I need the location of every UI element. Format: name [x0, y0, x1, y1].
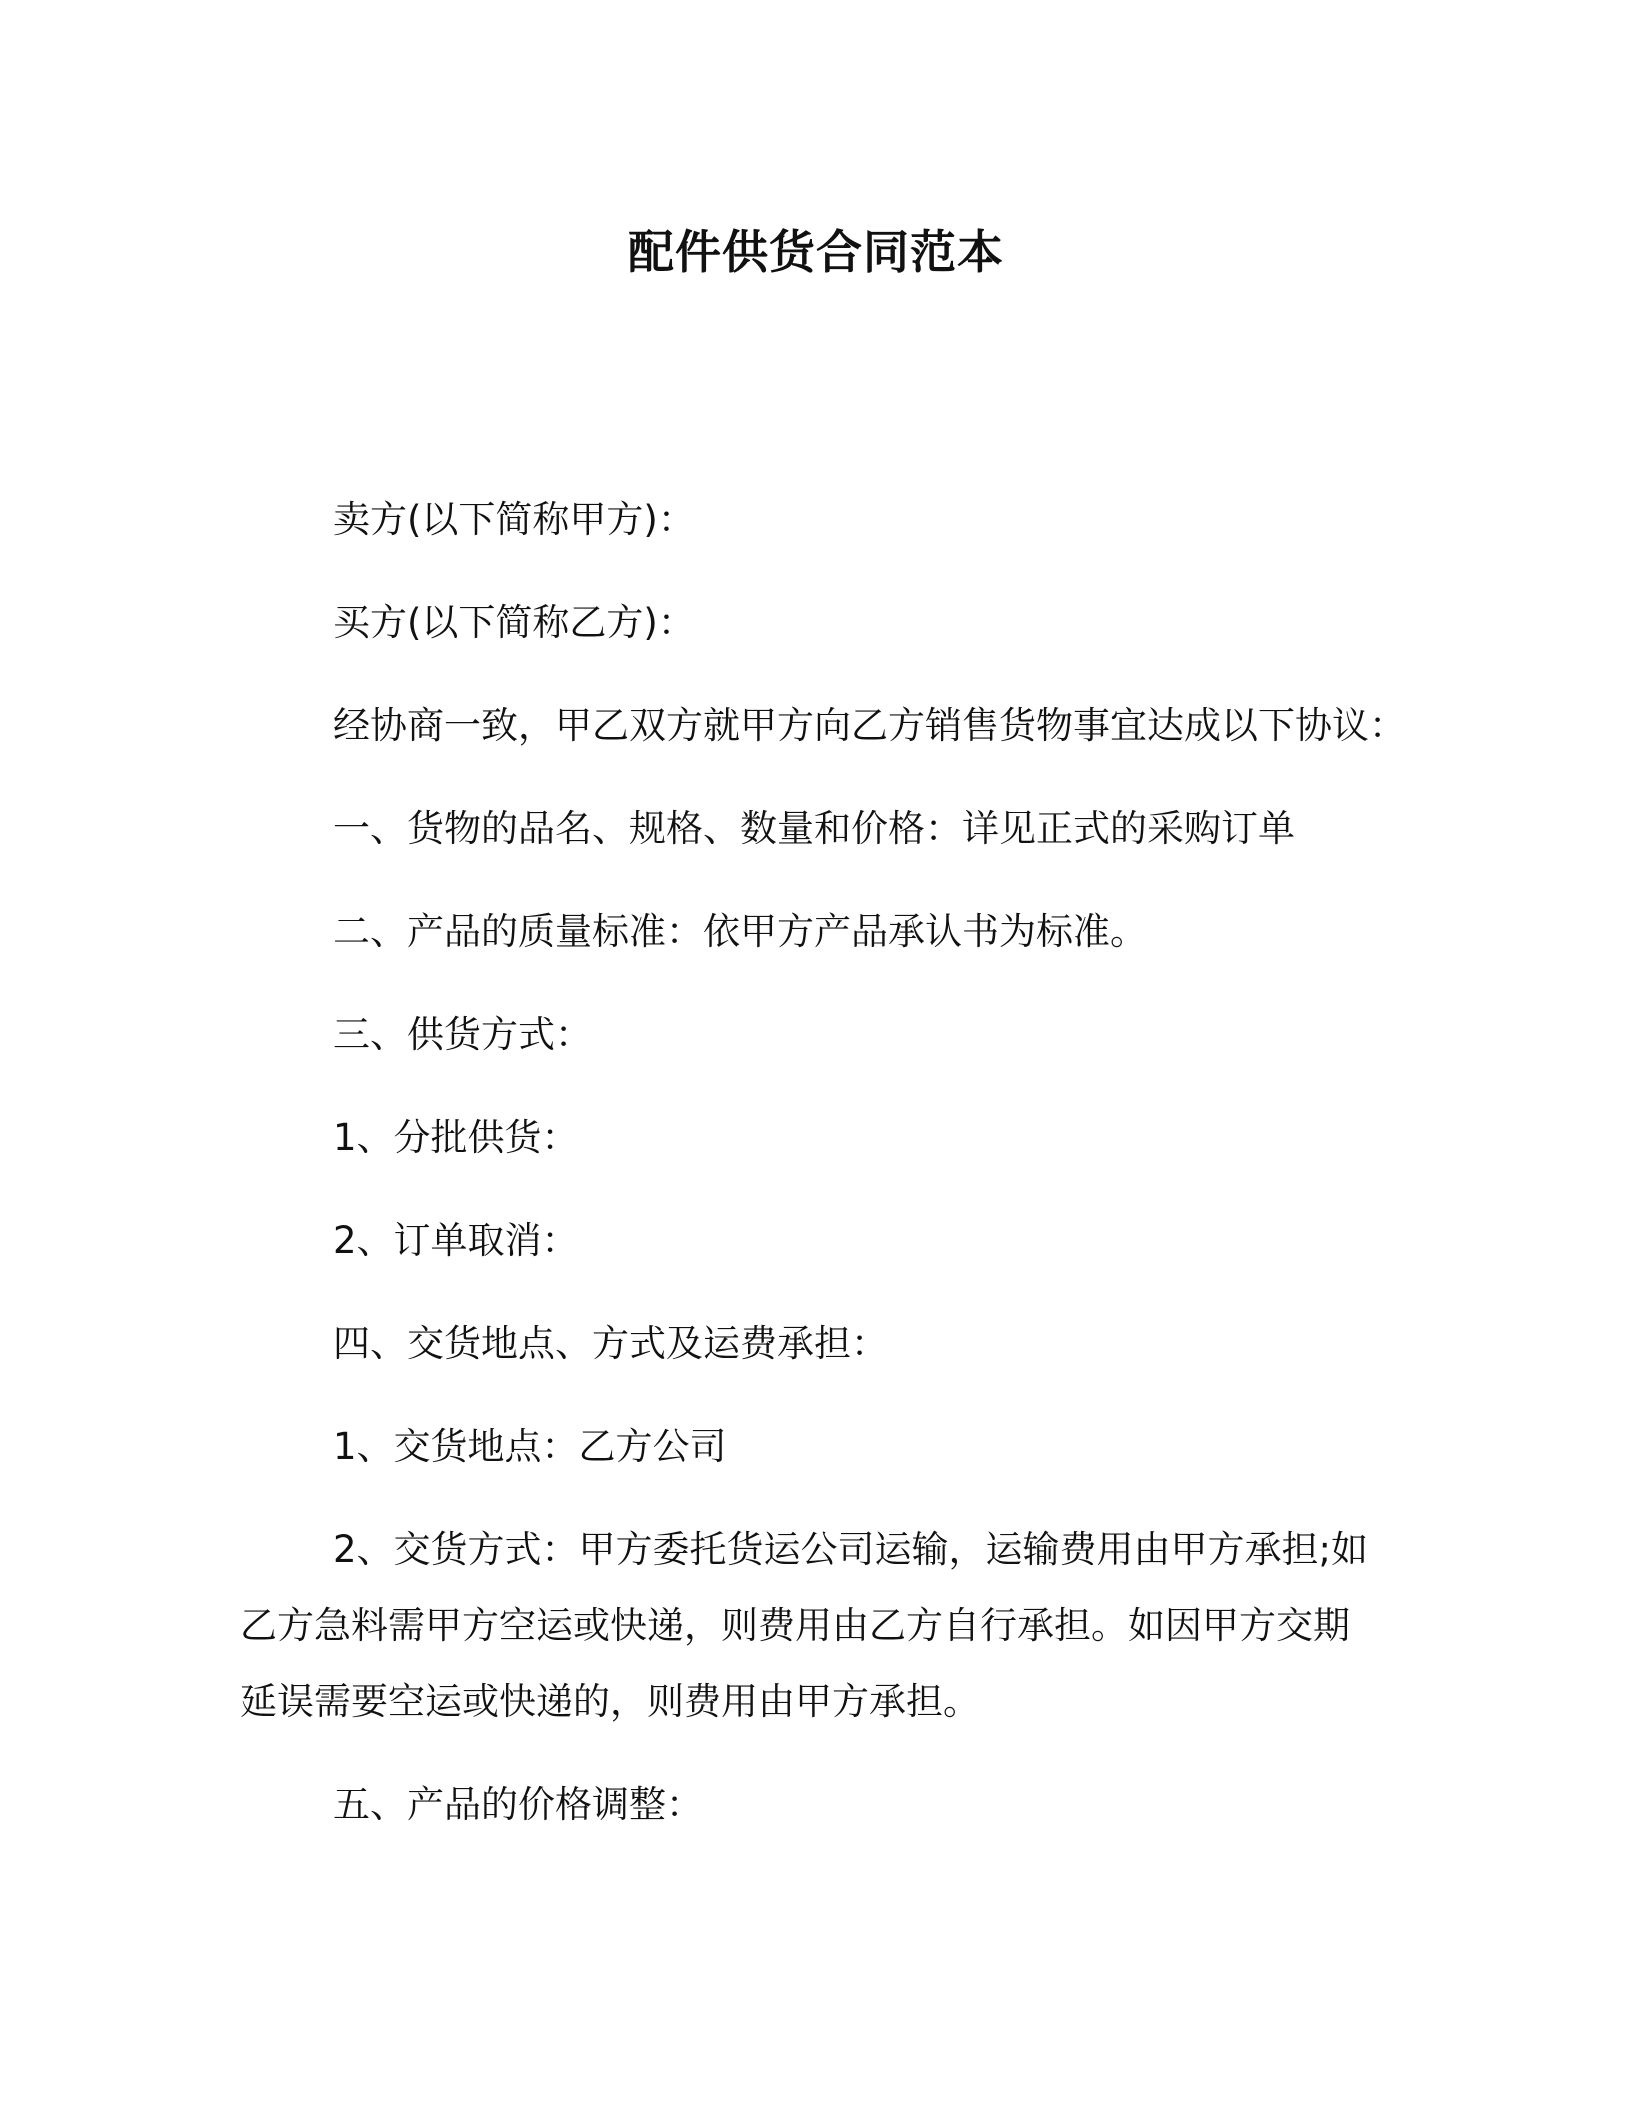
buyer-line: 买方(以下简称乙方)： [333, 601, 695, 644]
clause-1-line: 一、货物的品名、规格、数量和价格：详见正式的采购订单 [333, 807, 1295, 850]
document-title: 配件供货合同范本 [628, 225, 1004, 279]
clause-4-item-2-paragraph: 2、交货方式：甲方委托货运公司运输，运输费用由甲方承担;如乙方急料需甲方空运或快递，则费用由乙方自行承担。如因甲方交期延误需要空运或快递的，则费用由甲方承担。 [240, 1528, 1369, 1723]
clause-3-item-1-line: 1、分批供货： [333, 1116, 579, 1159]
clause-3-item-2-line: 2、订单取消： [333, 1219, 579, 1262]
clause-3-line: 三、供货方式： [333, 1013, 592, 1056]
clause-4-line: 四、交货地点、方式及运费承担： [333, 1322, 888, 1365]
clause-5-line: 五、产品的价格调整： [333, 1783, 703, 1826]
agreement-intro-line: 经协商一致，甲乙双方就甲方向乙方销售货物事宜达成以下协议： [333, 704, 1406, 747]
clause-4-item-1-line: 1、交货地点：乙方公司 [333, 1425, 727, 1468]
clause-2-line: 二、产品的质量标准：依甲方产品承认书为标准。 [333, 910, 1147, 953]
seller-line: 卖方(以下简称甲方)： [333, 498, 695, 541]
